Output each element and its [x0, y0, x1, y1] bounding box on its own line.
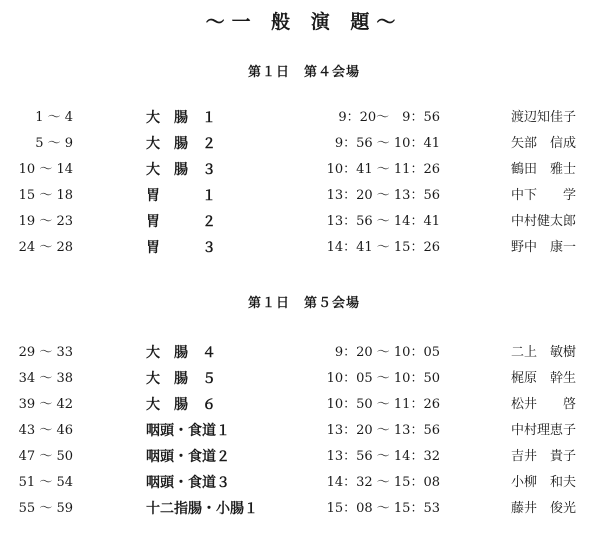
page-title: ～一 般 演 題～: [205, 11, 403, 33]
session-time: 13：56 ～ 14：32: [326, 449, 440, 464]
session-row: [0, 237, 608, 259]
session-row: [0, 472, 608, 494]
abstract-range: 1 ～ 4: [35, 110, 73, 125]
session-chair: 松井 啓: [511, 397, 577, 412]
session-time: 9：20～ 9：56: [338, 110, 440, 125]
session-chair: 中村健太郎: [511, 214, 577, 229]
session-time: 15：08 ～ 15：53: [326, 501, 440, 516]
session-topic: 大 腸 ５: [146, 371, 216, 387]
session-time: 10：41 ～ 11：26: [326, 162, 440, 177]
session-row: [0, 107, 608, 129]
session-row: [0, 368, 608, 390]
session-chair: 梶原 幹生: [511, 371, 577, 386]
abstract-range: 15 ～ 18: [18, 188, 73, 203]
abstract-range: 51 ～ 54: [18, 475, 73, 490]
session-row: [0, 446, 608, 468]
session-row: [0, 420, 608, 442]
session-topic: 胃 １: [146, 188, 216, 204]
session-chair: 中村理恵子: [511, 423, 577, 438]
session-topic: 大 腸 １: [146, 110, 216, 126]
session-time: 9：56 ～ 10：41: [334, 136, 440, 151]
session-chair: 矢部 信成: [511, 136, 577, 151]
abstract-range: 24 ～ 28: [18, 240, 73, 255]
abstract-range: 5 ～ 9: [35, 136, 73, 151]
session-row: [0, 498, 608, 520]
session-row: [0, 133, 608, 155]
session-row: [0, 394, 608, 416]
session-row: [0, 211, 608, 233]
session-time: 10：05 ～ 10：50: [326, 371, 440, 386]
session-time: 14：32 ～ 15：08: [326, 475, 440, 490]
session-topic: 胃 ２: [146, 214, 216, 230]
session-row: [0, 159, 608, 181]
abstract-range: 19 ～ 23: [18, 214, 73, 229]
abstract-range: 47 ～ 50: [18, 449, 73, 464]
session-topic: 胃 ３: [146, 240, 216, 256]
session-topic: 大 腸 ４: [146, 345, 216, 361]
session-topic: 咽頭・食道３: [146, 475, 230, 491]
session-chair: 藤井 俊光: [511, 501, 577, 516]
session-chair: 吉井 貴子: [511, 449, 577, 464]
session-topic: 咽頭・食道２: [146, 449, 230, 465]
session-row: [0, 185, 608, 207]
session-row: [0, 342, 608, 364]
session-time: 14：41 ～ 15：26: [326, 240, 440, 255]
abstract-range: 29 ～ 33: [18, 345, 73, 360]
session-topic: 大 腸 ６: [146, 397, 216, 413]
session-chair: 中下 学: [511, 188, 577, 203]
abstract-range: 10 ～ 14: [18, 162, 73, 177]
abstract-range: 43 ～ 46: [18, 423, 73, 438]
abstract-range: 55 ～ 59: [18, 501, 73, 516]
session-time: 13：56 ～ 14：41: [326, 214, 440, 229]
section-heading: 第１日 第４会場: [247, 65, 360, 80]
session-topic: 大 腸 ２: [146, 136, 216, 152]
session-topic: 十二指腸・小腸１: [146, 501, 258, 517]
session-chair: 野中 康一: [511, 240, 577, 255]
session-chair: 二上 敏樹: [511, 345, 577, 360]
session-topic: 咽頭・食道１: [146, 423, 230, 439]
section-heading: 第１日 第５会場: [247, 296, 360, 311]
session-time: 9：20 ～ 10：05: [334, 345, 440, 360]
session-time: 13：20 ～ 13：56: [326, 423, 440, 438]
session-chair: 鶴田 雅士: [511, 162, 577, 177]
session-chair: 渡辺知佳子: [511, 110, 577, 125]
session-time: 13：20 ～ 13：56: [326, 188, 440, 203]
session-chair: 小柳 和夫: [511, 475, 577, 490]
session-topic: 大 腸 ３: [146, 162, 216, 178]
abstract-range: 34 ～ 38: [18, 371, 73, 386]
abstract-range: 39 ～ 42: [18, 397, 73, 412]
session-time: 10：50 ～ 11：26: [326, 397, 440, 412]
